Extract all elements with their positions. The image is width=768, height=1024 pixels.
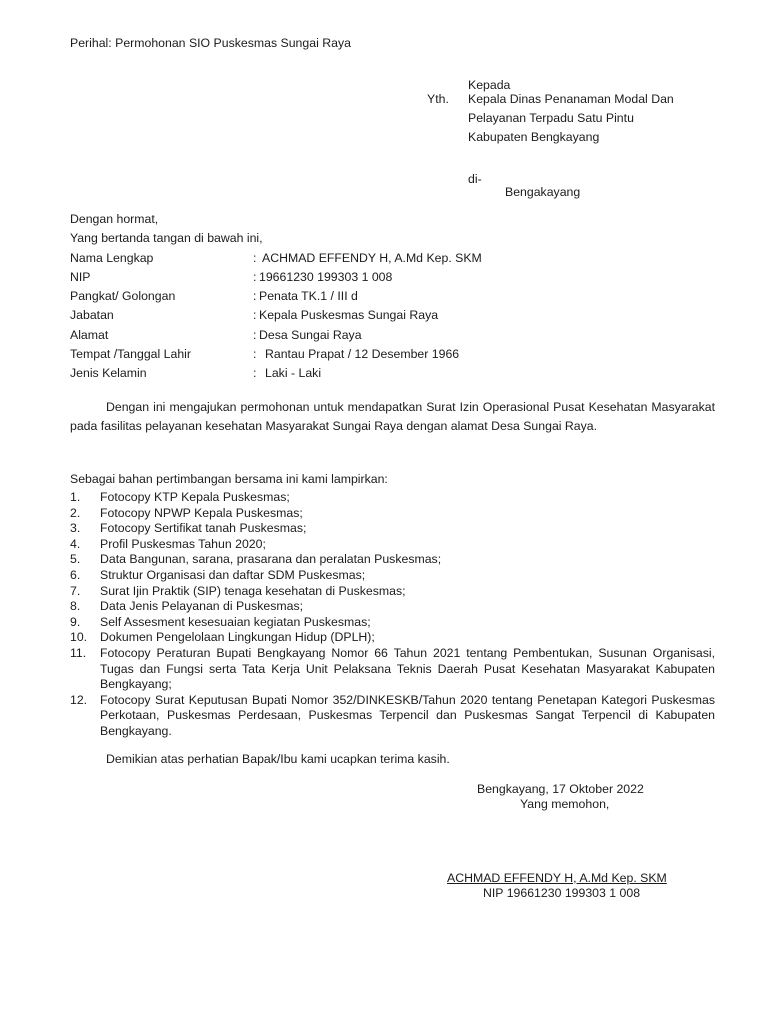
- signature-name: ACHMAD EFFENDY H, A.Md Kep. SKM: [447, 871, 667, 885]
- list-item: [70, 599, 715, 615]
- identity-colon: :: [253, 366, 257, 380]
- greeting: Dengan hormat,: [70, 212, 159, 226]
- recipient-line-2: Pelayanan Terpadu Satu Pintu: [468, 111, 634, 125]
- request-paragraph: Dengan ini mengajukan permohonan untuk mendapatkan Surat Izin Operasional Pusat Kesehatan Masyarakat pada fasilitas pelayanan kesehatan Masyarakat Sungai Raya dengan alamat Desa Sungai Raya.: [70, 400, 715, 434]
- list-item-text: Fotocopy KTP Kepala Puskesmas;: [100, 490, 290, 504]
- list-item-text: Fotocopy Peraturan Bupati Bengkayang Nomor 66 Tahun 2021 tentang Pembentukan, Susunan Organisasi, Tugas dan Fungsi serta Tata Kerja Unit Pelaksana Teknis Daerah Pusat Kesehatan Masyarakat Kabupaten Bengkayang;: [100, 645, 715, 692]
- list-item-text: Dokumen Pengelolaan Lingkungan Hidup (DPLH);: [100, 630, 375, 645]
- identity-value: Desa Sungai Raya: [259, 328, 362, 342]
- list-item-text: Struktur Organisasi dan daftar SDM Puskesmas;: [100, 567, 366, 582]
- list-item-text: Data Jenis Pelayanan di Puskesmas;: [100, 599, 304, 614]
- list-item-number: 7.: [70, 583, 81, 598]
- identity-value: ACHMAD EFFENDY H, A.Md Kep. SKM: [262, 251, 482, 265]
- list-item: [70, 490, 715, 506]
- identity-label: Jabatan: [70, 308, 114, 322]
- identity-value: Laki - Laki: [265, 366, 322, 380]
- list-item-number: 11.: [70, 645, 87, 660]
- identity-label: Alamat: [70, 328, 109, 342]
- recipient-line-1: Kepala Dinas Penanaman Modal Dan: [468, 92, 674, 106]
- identity-colon: :: [253, 270, 257, 284]
- letter-subject: Perihal: Permohonan SIO Puskesmas Sungai Raya: [70, 36, 351, 50]
- signature-place-date: Bengkayang, 17 Oktober 2022: [477, 782, 644, 796]
- signature-nip: NIP 19661230 199303 1 008: [483, 886, 641, 900]
- list-item-text: Data Bangunan, sarana, prasarana dan peralatan Puskesmas;: [100, 552, 442, 567]
- identity-label: Tempat /Tanggal Lahir: [70, 347, 191, 361]
- identity-colon: :: [253, 347, 257, 361]
- attachments-intro: Sebagai bahan pertimbangan bersama ini kami lampirkan:: [70, 472, 388, 486]
- recipient-line-3: Kabupaten Bengkayang: [468, 130, 600, 144]
- list-item-number: 9.: [70, 614, 81, 629]
- recipient-place: Bengakayang: [505, 185, 581, 199]
- identity-label: NIP: [70, 270, 91, 284]
- list-item-number: 12.: [70, 692, 88, 707]
- list-item: [70, 521, 715, 537]
- list-item-number: 1.: [70, 490, 81, 504]
- identity-colon: :: [253, 289, 257, 303]
- list-item: [70, 568, 715, 584]
- signature-applicant-label: Yang memohon,: [520, 797, 610, 811]
- list-item-number: 3.: [70, 521, 81, 536]
- identity-value: Penata TK.1 / III d: [259, 289, 358, 303]
- recipient-yth: Yth.: [427, 92, 449, 106]
- identity-label: Nama Lengkap: [70, 251, 154, 265]
- identity-colon: :: [253, 251, 257, 265]
- intro-line: Yang bertanda tangan di bawah ini,: [70, 231, 263, 245]
- identity-value: Rantau Prapat / 12 Desember 1966: [265, 347, 460, 361]
- list-item-number: 2.: [70, 505, 81, 520]
- list-item-text: Fotocopy NPWP Kepala Puskesmas;: [100, 505, 303, 520]
- attachments-list: [70, 490, 715, 740]
- list-item-number: 4.: [70, 536, 81, 551]
- list-item: [70, 646, 715, 693]
- list-item: [70, 615, 715, 631]
- list-item-number: 8.: [70, 599, 81, 614]
- identity-value: Kepala Puskesmas Sungai Raya: [259, 308, 439, 322]
- list-item-text: Self Assesment kesesuaian kegiatan Puskesmas;: [100, 614, 371, 629]
- list-item-text: Surat Ijin Praktik (SIP) tenaga kesehatan di Puskesmas;: [100, 583, 406, 598]
- identity-value: 19661230 199303 1 008: [259, 270, 393, 284]
- recipient-di: di-: [468, 172, 482, 186]
- list-item-text: Fotocopy Surat Keputusan Bupati Nomor 352/DINKESKB/Tahun 2020 tentang Penetapan Kategori Puskesmas Perkotaan, Puskesmas Perdesaan, Puskesmas Terpencil dan Puskesmas Sangat Terpencil di Kabupaten Bengkayang.: [100, 692, 715, 738]
- list-item: [70, 552, 715, 568]
- list-item: [70, 693, 715, 740]
- closing-line: Demikian atas perhatian Bapak/Ibu kami ucapkan terima kasih.: [106, 752, 450, 766]
- list-item: [70, 630, 715, 646]
- list-item-text: Profil Puskesmas Tahun 2020;: [100, 536, 266, 551]
- identity-colon: :: [253, 308, 257, 322]
- identity-colon: :: [253, 328, 257, 342]
- list-item-number: 6.: [70, 567, 81, 582]
- list-item-number: 10.: [70, 630, 88, 645]
- list-item: [70, 537, 715, 553]
- identity-label: Jenis Kelamin: [70, 366, 147, 380]
- list-item-text: Fotocopy Sertifikat tanah Puskesmas;: [100, 521, 307, 536]
- recipient-kepada: Kepada: [468, 78, 511, 92]
- list-item: [70, 584, 715, 600]
- list-item: [70, 506, 715, 522]
- list-item-number: 5.: [70, 552, 81, 567]
- identity-label: Pangkat/ Golongan: [70, 289, 176, 303]
